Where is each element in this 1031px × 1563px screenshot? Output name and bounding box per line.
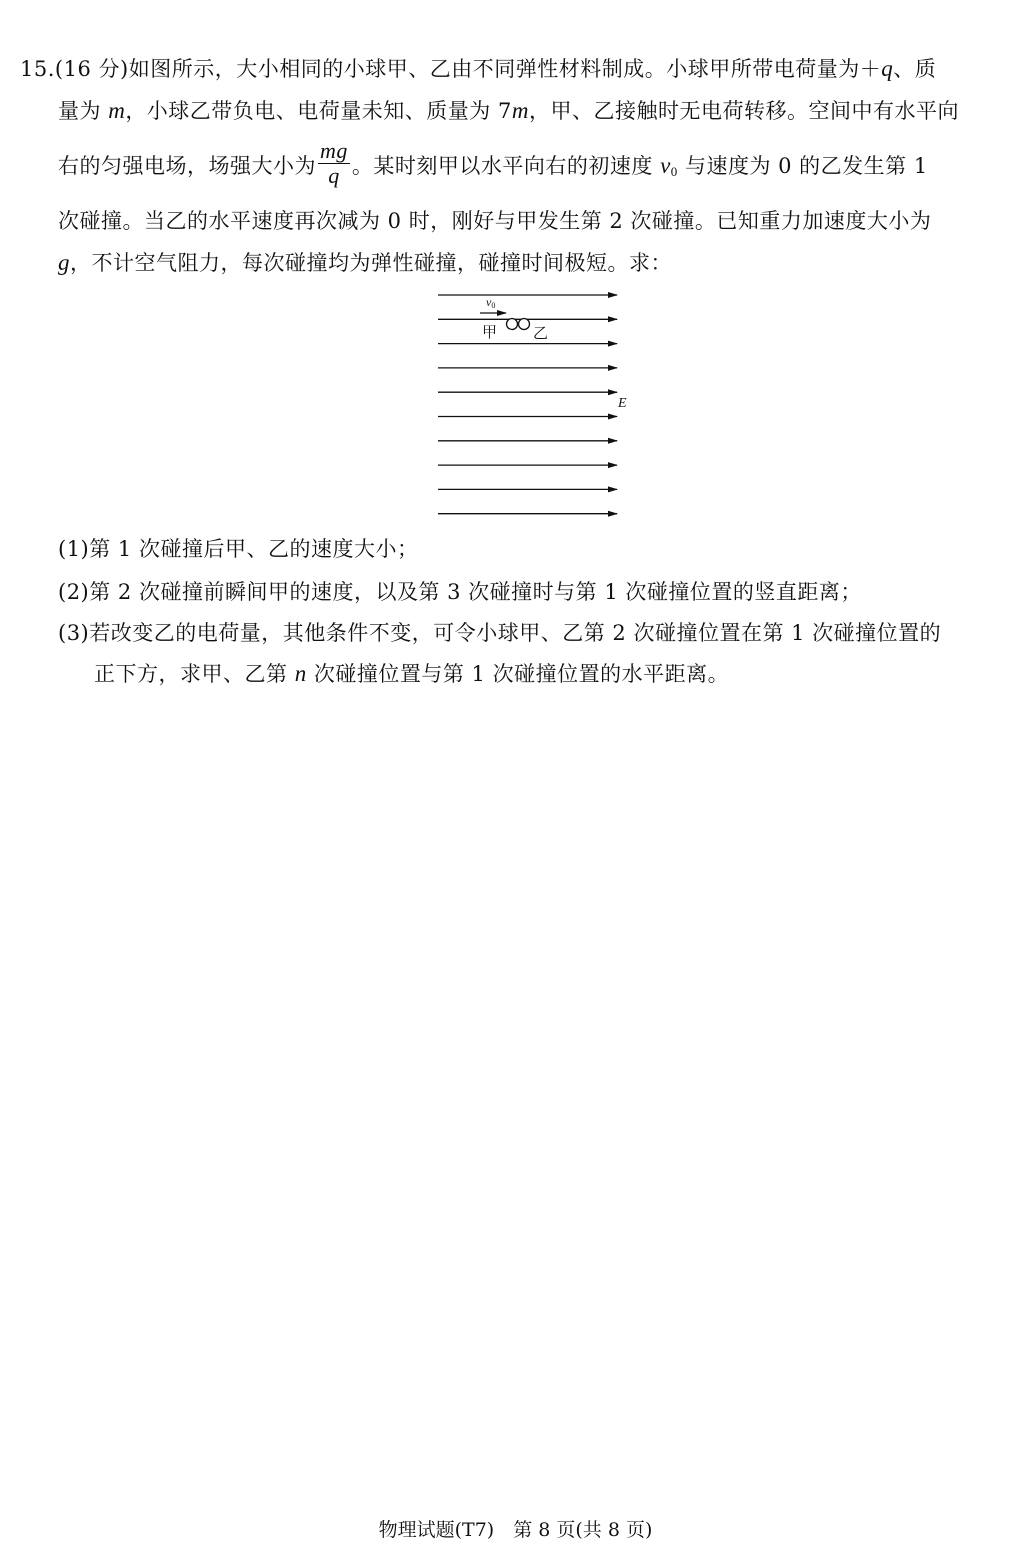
- field-strength-fraction: [318, 139, 350, 188]
- question-1-text: (1)第 1 次碰撞后甲、乙的速度大小；: [58, 537, 419, 561]
- problem-line-1: [20, 54, 936, 84]
- charge-symbol: q: [881, 56, 894, 81]
- question-1: [58, 534, 418, 564]
- problem-text: 。某时刻甲以水平向右的初速度: [351, 154, 661, 178]
- question-3-cont: [94, 659, 729, 689]
- ball-jia: [507, 319, 518, 330]
- ball-yi: [519, 319, 530, 330]
- question-3-text: 次碰撞位置与第 1 次碰撞位置的水平距离。: [306, 662, 730, 686]
- problem-line-5: [58, 248, 672, 278]
- problem-text: 与速度为 0 的乙发生第 1: [677, 154, 928, 178]
- v0-label: v0: [486, 295, 496, 310]
- mass-symbol: m: [511, 98, 529, 123]
- fraction-denominator: q: [328, 163, 340, 188]
- problem-text: ，甲、乙接触时无电荷转移。空间中有水平向: [528, 99, 959, 123]
- gravity-symbol: g: [58, 250, 70, 275]
- problem-text: ，小球乙带负电、电荷量未知、质量为 7: [125, 99, 512, 123]
- electric-field-figure: [430, 285, 650, 525]
- problem-text: ，不计空气阻力，每次碰撞均为弹性碰撞，碰撞时间极短。求：: [70, 251, 672, 275]
- problem-text: 、质: [893, 57, 937, 81]
- fraction-numerator: mg: [320, 138, 348, 163]
- problem-text: 如图所示，大小相同的小球甲、乙由不同弹性材料制成。小球甲所带电荷量为＋: [128, 57, 882, 81]
- question-3-text: (3)若改变乙的电荷量，其他条件不变，可令小球甲、乙第 2 次碰撞位置在第 1 次碰撞位置的: [58, 621, 942, 645]
- problem-points: (16 分): [54, 57, 129, 81]
- problem-line-4: [58, 206, 931, 236]
- question-2-text: (2)第 2 次碰撞前瞬间甲的速度，以及第 3 次碰撞时与第 1 次碰撞位置的竖直距离；: [58, 580, 862, 604]
- question-2: [58, 577, 862, 607]
- ball-yi-label: 乙: [533, 324, 549, 342]
- question-3: [58, 618, 941, 648]
- mass-symbol: m: [108, 98, 126, 123]
- question-3-text: 正下方，求甲、乙第: [94, 662, 295, 686]
- page-footer: 物理试题(T7) 第 8 页(共 8 页): [378, 1519, 653, 1541]
- problem-text: 量为: [58, 99, 109, 123]
- velocity-subscript: 0: [670, 164, 678, 179]
- field-label: E: [618, 396, 627, 411]
- problem-line-3: [58, 138, 928, 192]
- problem-line-2: [58, 96, 959, 126]
- ball-jia-label: 甲: [482, 323, 498, 341]
- problem-number: 15.: [20, 57, 55, 81]
- n-symbol: n: [294, 661, 307, 686]
- velocity-letter: v: [660, 153, 671, 178]
- problem-text: 次碰撞。当乙的水平速度再次减为 0 时，刚好与甲发生第 2 次碰撞。已知重力加速度大小为: [58, 209, 932, 233]
- problem-text: 右的匀强电场，场强大小为: [58, 154, 316, 178]
- velocity-symbol: [660, 153, 678, 178]
